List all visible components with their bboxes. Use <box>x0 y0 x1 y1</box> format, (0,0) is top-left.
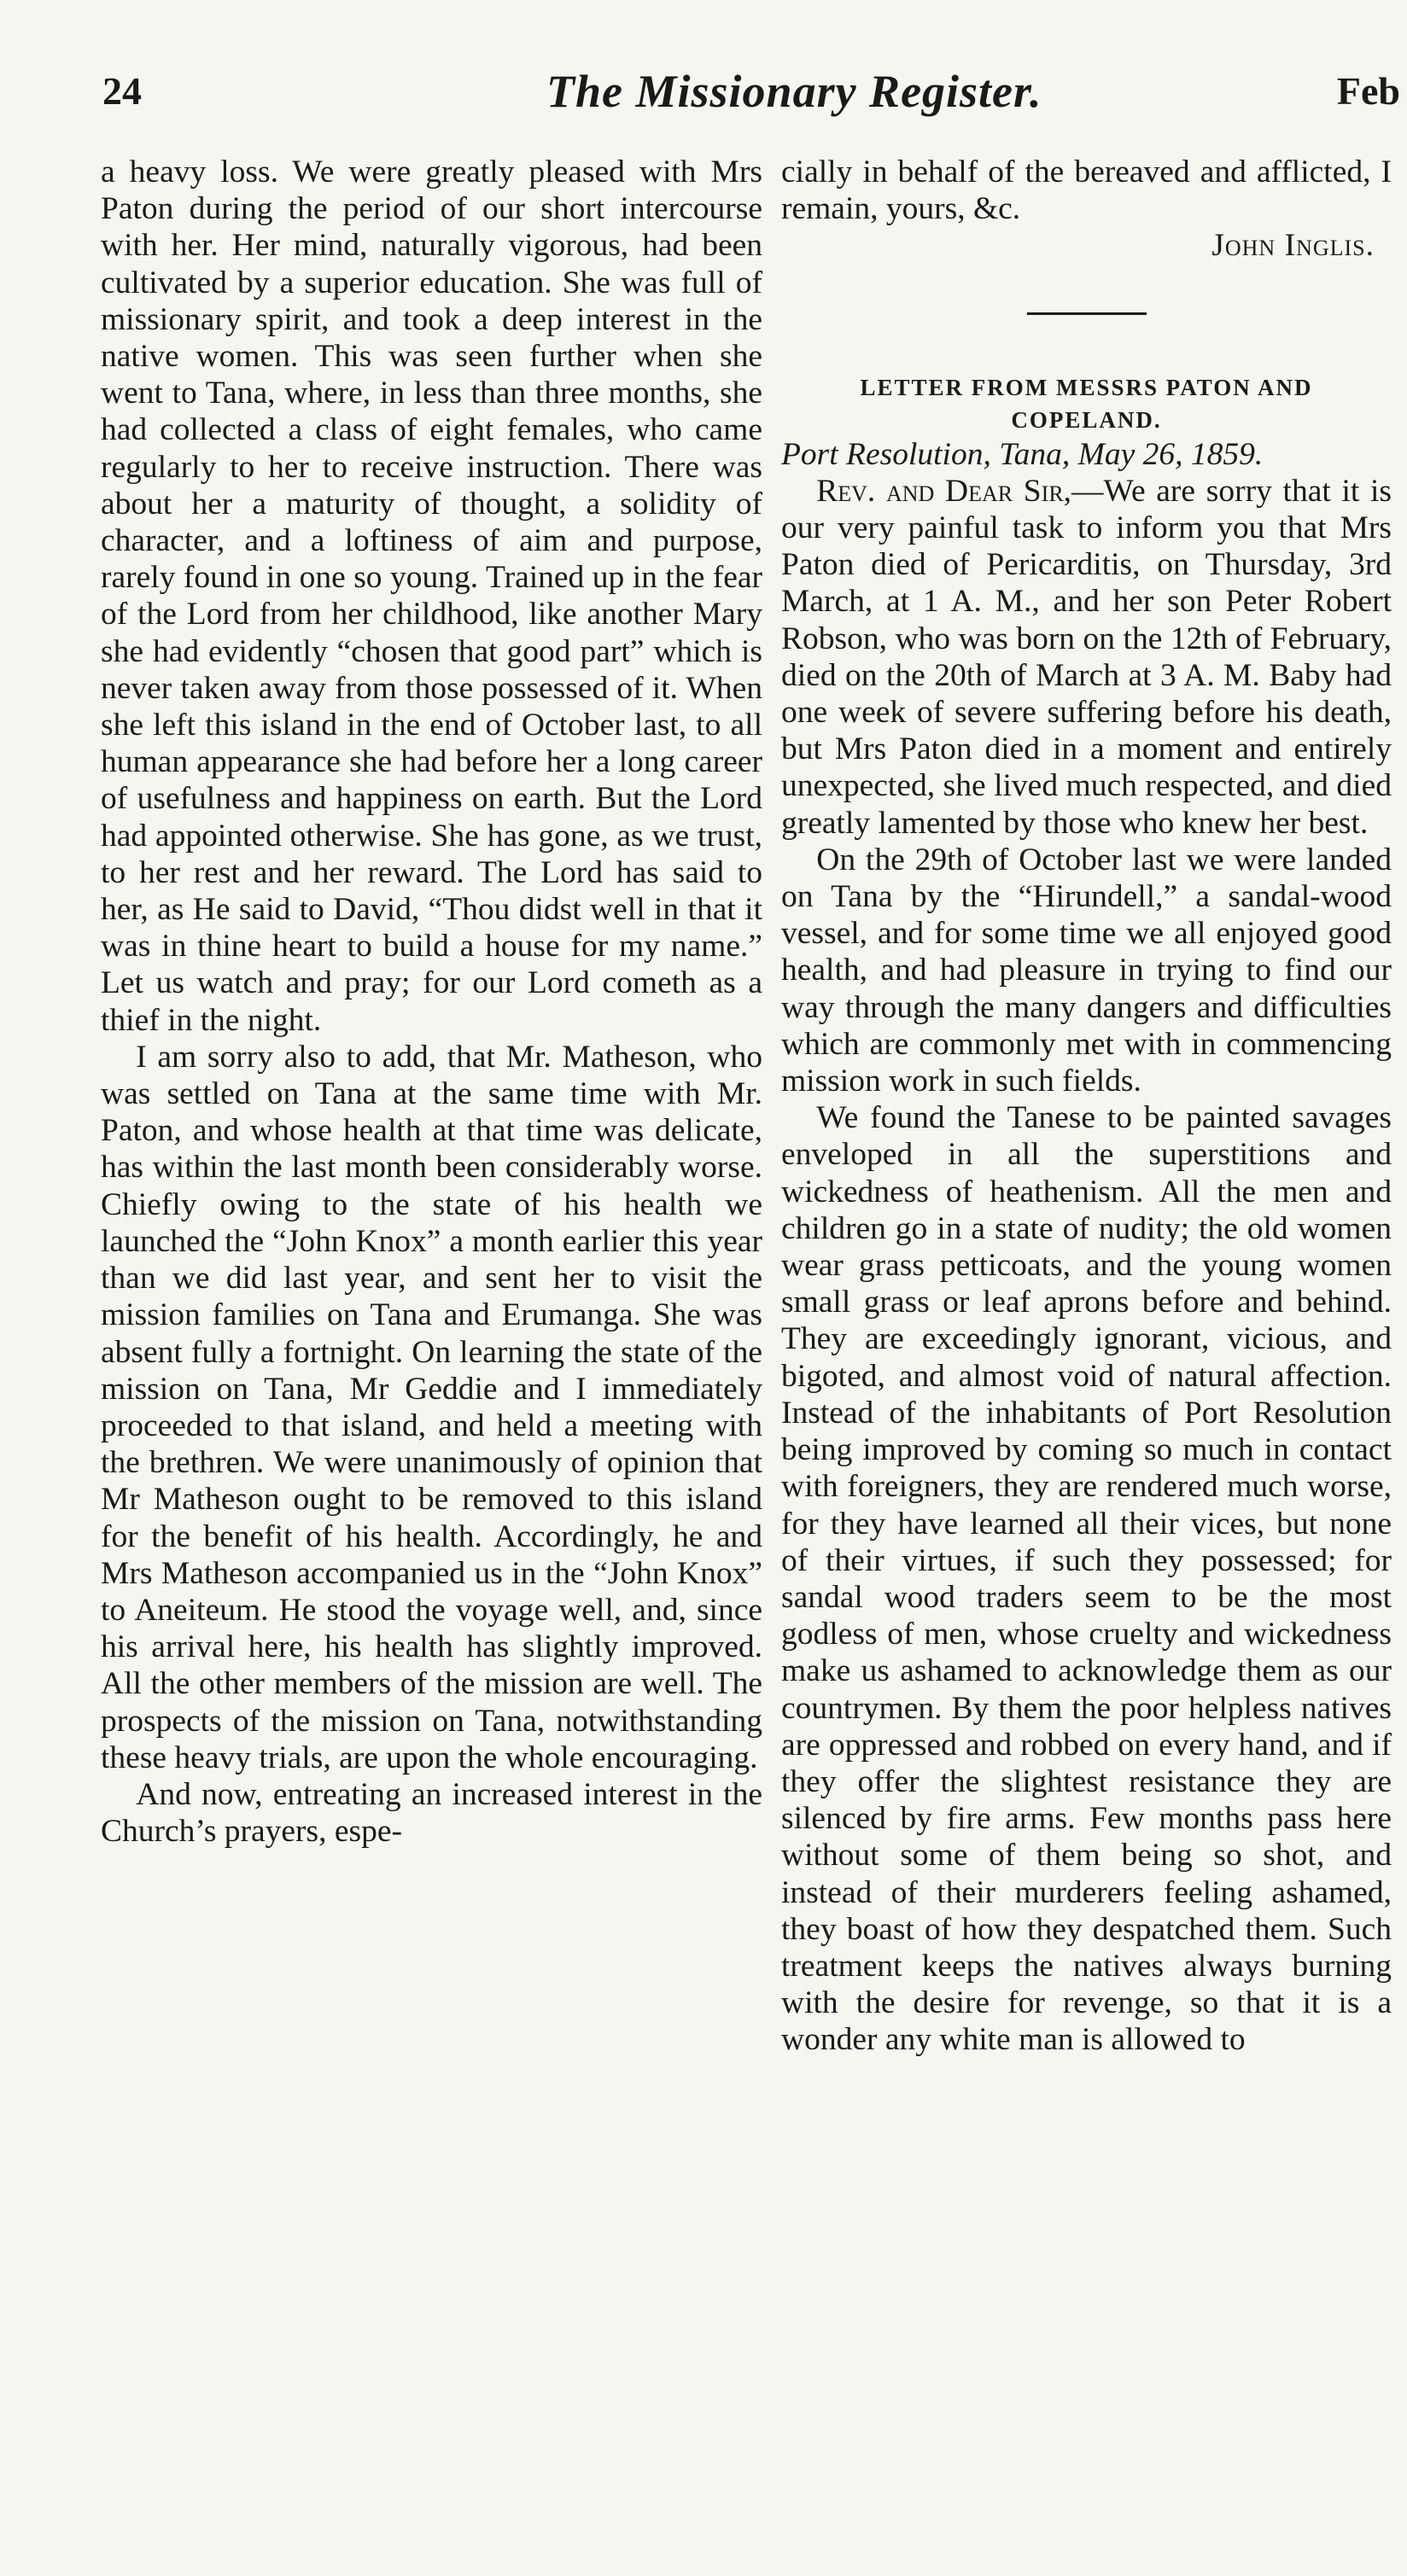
salutation: Rev. and Dear Sir, <box>816 473 1072 509</box>
page-number: 24 <box>102 69 142 113</box>
paragraph: I am sorry also to add, that Mr. Matheson, who was settled on Tana at the same time with Mr. Paton, and whose health at that time was delicate, has within the last month been considerably worse. Chiefly owing to the state of his health we launched the “John Knox” a month earlier this year than we did last year, and sent her to visit the mission families on Tana and Erumanga. She was absent fully a fortnight. On learning the state of the mission on Tana, Mr Geddie and I immediately proceeded to that island, and held a meeting with the brethren. We were unanimously of opinion that Mr Matheson ought to be removed to this island for the benefit of his health. Accordingly, he and Mrs Matheson accompanied us in the “John Knox” to Aneiteum. He stood the voyage well, and, since his arrival here, his health has slightly improved. All the other members of the mission are well. The prospects of the mission on Tana, notwithstanding these heavy trials, are upon the whole encouraging. <box>101 1039 762 1775</box>
page-header <box>102 68 1400 128</box>
running-month: Feb <box>1336 69 1400 113</box>
section-divider <box>1027 312 1147 315</box>
paragraph: cially in behalf of the bereaved and afflicted, I remain, yours, &c. <box>781 154 1392 227</box>
paragraph-text: —We are sorry that it is our very painful task to inform you that Mrs Paton died of Pericarditis, on Thursday, 3rd March, at 1 A. M., and her son Peter Robert Robson, who was born on the 12th of February, died on the 20th of March at 3 A. M. Baby had one week of severe suffering before his death, but Mrs Paton died in a moment and entirely unexpected, she lived much respected, and died greatly lamented by those who knew her best. <box>781 473 1392 841</box>
left-column <box>101 154 762 1850</box>
letter-heading: LETTER FROM MESSRS PATON AND COPELAND. <box>860 374 1313 433</box>
paragraph: And now, entreating an increased interest in the Church’s prayers, espe- <box>101 1776 762 1850</box>
paragraph <box>781 473 1392 842</box>
right-column <box>781 154 1392 2059</box>
dateline: Port Resolution, Tana, May 26, 1859. <box>781 436 1264 472</box>
paragraph: We found the Tanese to be painted savages enveloped in all the superstitions and wickedness of heathenism. All the men and children go in a state of nudity; the old women wear grass petticoats, and the young women small grass or leaf aprons before and behind. They are exceedingly ignorant, vicious, and bigoted, and almost void of natural affection. Instead of the inhabitants of Port Resolution being improved by coming so much in contact with foreigners, they are rendered much worse, for they have learned all their vices, but none of their virtues, if such they possessed; for sandal wood traders seem to be the most godless of men, whose cruelty and wickedness make us ashamed to acknowledge them as our countrymen. By them the poor helpless natives are oppressed and robbed on every hand, and if they offer the slightest resistance they are silenced by fire arms. Few months pass here without some of them being so shot, and instead of their murderers feeling ashamed, they boast of how they despatched them. Such treatment keeps the natives always burning with the desire for revenge, so that it is a wonder any white man is allowed to <box>781 1100 1392 2058</box>
paragraph: a heavy loss. We were greatly pleased with Mrs Paton during the period of our short intercourse with her. Her mind, naturally vigorous, had been cultivated by a superior education. She was full of missionary spirit, and took a deep interest in the native women. This was seen further when she went to Tana, where, in less than three months, she had collected a class of eight females, who came regularly to her to receive instruction. There was about her a maturity of thought, a solidity of character, and a loftiness of aim and purpose, rarely found in one so young. Trained up in the fear of the Lord from her childhood, like another Mary she had evidently “chosen that good part” which is never taken away from those possessed of it. When she left this island in the end of October last, to all human appearance she had before her a long career of usefulness and happiness on earth. But the Lord had appointed otherwise. She has gone, as we trust, to her rest and her reward. The Lord has said to her, as He said to David, “Thou didst well in that it was in thine heart to build a house for my name.” Let us watch and pray; for our Lord cometh as a thief in the night. <box>101 154 762 1038</box>
signature: John Inglis. <box>1211 228 1375 264</box>
paragraph: On the 29th of October last we were landed on Tana by the “Hirundell,” a sandal-wood vessel, and for some time we all enjoyed good health, and had pleasure in trying to find our way through the many dangers and difficulties which are commonly met with in commencing mission work in such fields. <box>781 842 1392 1099</box>
running-title: The Missionary Register. <box>546 66 1042 117</box>
